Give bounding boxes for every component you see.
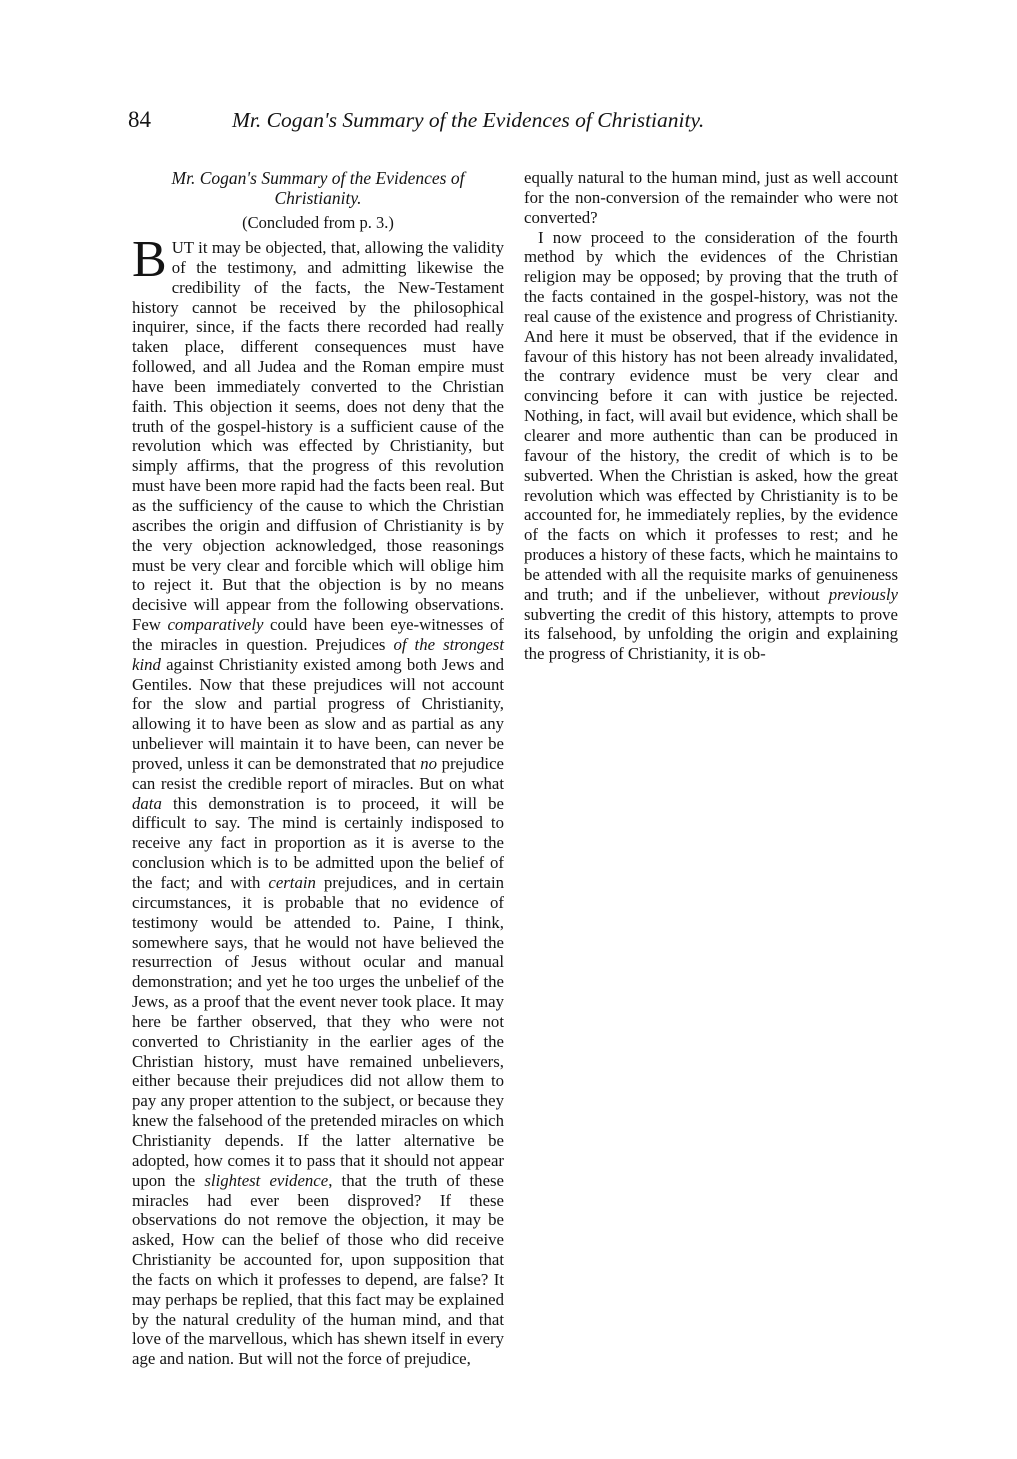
emphasis: comparatively [167,615,264,635]
text-run: , that the truth of these miracles had ever been disproved? If these observations do not remove the objection, it may be asked, How can the belief of those who did receive Christianity be accounted for, upon supposition that the facts on which it professes to depend, are false? It may perhaps be replied, that this fact may be explained by the natural credulity of the human mind, and that love of the marvellous, which has shewn itself in every age and nation. But will not the force of prejudice, [132,1170,504,1369]
emphasis: previously [828,584,898,604]
paragraph [524,228,898,665]
text-run: I now proceed to the consideration of the fourth method by which the evidences of the Christian religion may be opposed; by proving that the truth of the facts contained in the gospel-history, was not the real cause of the existence and progress of Christianity. And here it must be observed, that if the evidence in favour of this history has not been already invalidated, the contrary evidence must be very clear and convincing before it can with justice be rejected. Nothing, in fact, will avail but evidence, which shall be clearer and more authentic than can be produced in favour of the history, the credit of which is to be subverted. When the Christian is asked, how the great revolution which was effected by Christianity is to be accounted for, he immediately replies, by the evidence of the facts on which it professes to rest; and he produces a history of these facts, which he maintains to be attended with all the requisite marks of genuineness and truth; and if the unbeliever, without [524,227,898,604]
emphasis: certain [268,873,316,892]
left-column [132,168,504,1369]
text-run: equally natural to the human mind, just as well account for the non-conversion of the remainder who were not converted? [524,168,898,227]
text-run: subverting the credit of this history, attempts to prove its falsehood, by unfolding the origin and explaining the progress of Christianity, it is ob- [524,604,898,664]
text-run: prejudices, and in certain circumstances, it is probable that no evidence of testimony would be attended to. Paine, I think, somewhere says, that he would not have believed the resurrection of Jesus without ocular and manual demonstration; and yet he too urges the unbelief of the Jews, as a proof that the event never took place. It may here be farther observed, that they who were not converted to Christianity in the earlier ages of the Christian history, must have remained unbelievers, either because their prejudices did not allow them to pay any proper attention to the subject, or because they knew the falsehood of the pretended miracles on which Christianity depends. If the latter alternative be adopted, how comes it to pass that it should not appear upon the [132,873,505,1190]
right-column [524,168,898,664]
text-run: prejudice can resist the credible report of miracles. But on what [132,753,504,793]
text-run: against Christianity existed among both Jews and Gentiles. Now that these prejudices will not account for the slow and partial progress of Christianity, allowing it to have been as slow and as partial as any unbeliever will maintain it to have been, can never be proved, unless it can be demonstrated that [132,654,504,773]
emphasis: of the strongest kind [132,634,504,674]
emphasis: no [420,753,438,773]
page-header [126,106,906,134]
article-title: Mr. Cogan's Summary of the Evidences of Christianity. [171,168,465,208]
paragraph [132,231,505,1369]
emphasis: data [132,793,162,813]
concluded-note: (Concluded from p. 3.) [242,213,394,232]
text-run: this demonstration is to proceed, it will be difficult to say. The mind is certainly indisposed to receive any fact in proportion as it is averse to the conclusion which is to be admitted upon the belief of the fact; and with [132,793,504,892]
running-head: Mr. Cogan's Summary of the Evidences of Christianity. [232,108,705,132]
text-run: UT it may be objected, that, allowing the validity of the testimony, and admitting likewise the credibility of the facts, the New-Testament history cannot be received by the philosophical inquirer, since, if the facts there recorded had really taken place, different consequences must have followed, and all Judea and the Roman empire must have been immediately converted to the Christian faith. This objection it seems, does not deny that the truth of the gospel-history is a sufficient cause of the revolution which was effected by Christianity, but simply affirms, that the progress of this revolution must have been more rapid had the facts been real. But as the sufficiency of the cause to which the Christian ascribes the origin and diffusion of Christianity is by the very objection acknowledged, those reasonings must be very clear and forcible which will oblige him to reject it. But that the objection is by no means decisive will appear from the following observations. Few [132,238,504,635]
page-number: 84 [128,107,151,132]
text-run: could have been eye-witnesses of the miracles in question. Prejudices [132,615,504,654]
emphasis: slightest evidence [204,1170,329,1190]
drop-cap: B [132,231,167,288]
paragraph [524,168,898,228]
